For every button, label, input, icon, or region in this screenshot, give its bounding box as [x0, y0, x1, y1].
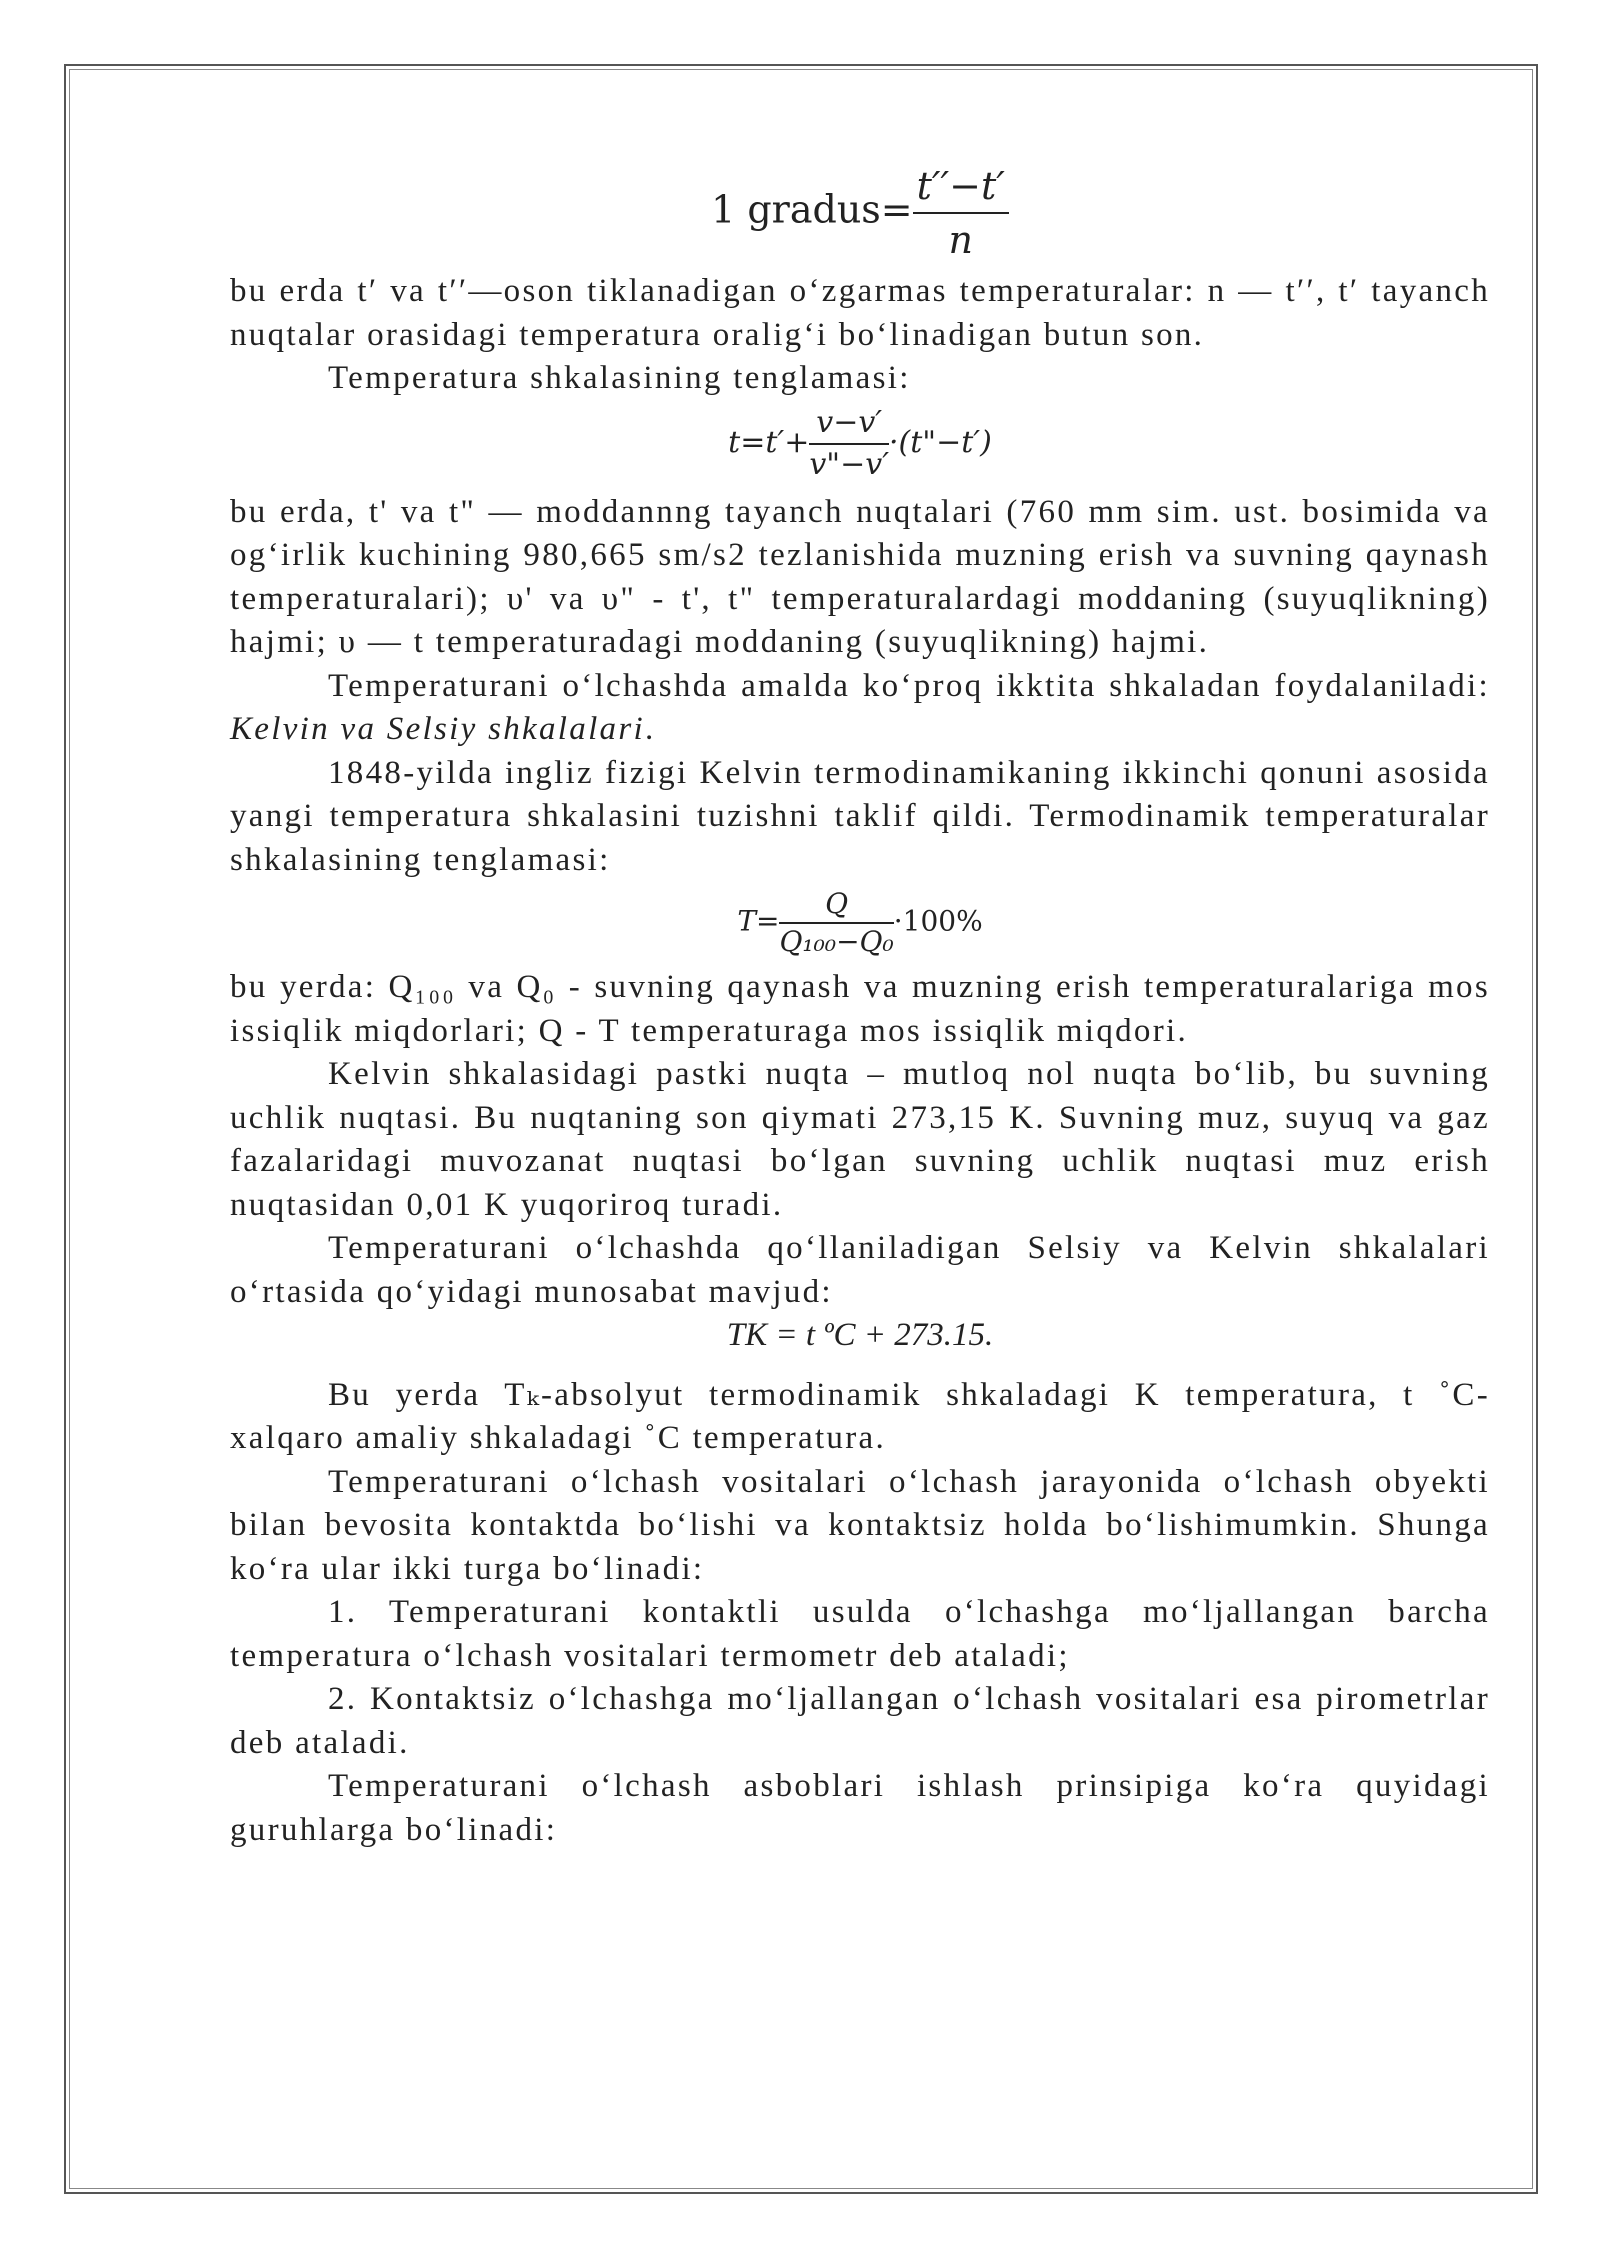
scale-denominator: v"−v′ [809, 446, 890, 482]
gradus-fraction [913, 160, 1009, 266]
spacer [230, 1358, 1490, 1374]
paragraph-12: 2. Kontaktsiz o‘lchashga mo‘ljallangan o‘lchash vositalari esa pirometrlar deb ataladi. [230, 1681, 1490, 1761]
gradus-lhs: 1 gradus= [711, 187, 913, 232]
scale-fraction [809, 403, 889, 485]
paragraph-1: bu erda t′ va t′′—oson tiklanadigan o‘zgarmas temperaturalar: n — t′′, t′ tayanch nuqtalar orasidagi temperatura oralig‘i bo‘linadigan butun son. [230, 273, 1490, 353]
paragraph-10: Temperaturani o‘lchash vositalari o‘lchash jarayonida o‘lchash obyekti bilan bevosita kontaktda bo‘lishi va kontaktsiz holda bo‘lishimumkin. Shunga ko‘ra ular ikki turga bo‘linadi: [230, 1463, 1490, 1587]
kelvin-rhs: ·100% [893, 904, 983, 938]
paragraph-4-emphasis: Kelvin va Selsiy shkalalari [230, 711, 645, 747]
document-page [230, 150, 1490, 1852]
paragraph-4 [230, 665, 1490, 752]
paragraph-2: Temperatura shkalasining tenglamasi: [328, 360, 911, 396]
scale-lhs: t=t′+ [728, 424, 810, 460]
paragraph-7: Kelvin shkalasidagi pastki nuqta – mutloq nol nuqta bo‘lib, bu suvning uchlik nuqtasi. Bu nuqtaning son qiymati 273,15 K. Suvning muz, suyuq va gaz fazalaridagi muvozanat nuqtasi bo‘lgan suvning uchlik nuqtasi muz erish nuqtasidan 0,01 K yuqoriroq turadi. [230, 1056, 1490, 1223]
paragraph-9: Bu yerda Tₖ-absolyut termodinamik shkaladagi K temperatura, t ˚C-xalqaro amaliy shkaladagi ˚C temperatura. [230, 1376, 1490, 1456]
paragraph-13: Temperaturani o‘lchash asboblari ishlash prinsipiga ko‘ra quyidagi guruhlarga bo‘linadi: [230, 1768, 1490, 1848]
paragraph-6: bu yerda: Q₁₀₀ va Q₀ - suvning qaynash va muzning erish temperaturalariga mos issiqlik miqdorlari; Q - T temperaturaga mos issiqlik miqdori. [230, 969, 1490, 1049]
relation-formula: TK = t ºC + 273.15. [726, 1317, 994, 1353]
paragraph-11: 1. Temperaturani kontaktli usulda o‘lchashga mo‘ljallangan barcha temperatura o‘lchash vositalari termometr deb ataladi; [230, 1594, 1490, 1674]
gradus-denominator: n [948, 218, 974, 262]
kelvin-formula [230, 886, 1490, 960]
scale-numerator: v−v′ [809, 403, 889, 445]
paragraph-8: Temperaturani o‘lchashda qo‘llaniladigan Selsiy va Kelvin shkalalari o‘rtasida qo‘yidagi munosabat mavjud: [230, 1230, 1490, 1310]
kelvin-numerator: Q [779, 886, 893, 924]
kelvin-denominator: Q₁₀₀−Q₀ [779, 925, 894, 958]
scale-formula [230, 403, 1490, 485]
paragraph-3: bu erda, t' va t" — moddannng tayanch nuqtalari (760 mm sim. ust. bosimida va og‘irlik kuchining 980,665 sm/s2 tezlanishida muzning erish va suvning qaynash temperaturalari); υ' va υ" - t', t" temperaturalardagi moddaning (suyuqlikning) hajmi; υ — t temperaturadagi moddaning (suyuqlikning) hajmi. [230, 493, 1490, 660]
kelvin-lhs: T= [737, 904, 780, 938]
gradus-numerator: t′′−t′ [913, 160, 1009, 214]
scale-rhs: ·(t"−t′) [889, 424, 992, 460]
gradus-formula [230, 160, 1490, 266]
kelvin-fraction [779, 886, 893, 960]
paragraph-4-text: Temperaturani o‘lchashda amalda ko‘proq ikktita shkaladan foydalaniladi: [328, 667, 1490, 704]
paragraph-4-end: . [644, 711, 656, 747]
paragraph-5: 1848-yilda ingliz fizigi Kelvin termodinamikaning ikkinchi qonuni asosida yangi temperatura shkalasini tuzishni taklif qildi. Termodinamik temperaturalar shkalasining tenglamasi: [230, 754, 1490, 878]
